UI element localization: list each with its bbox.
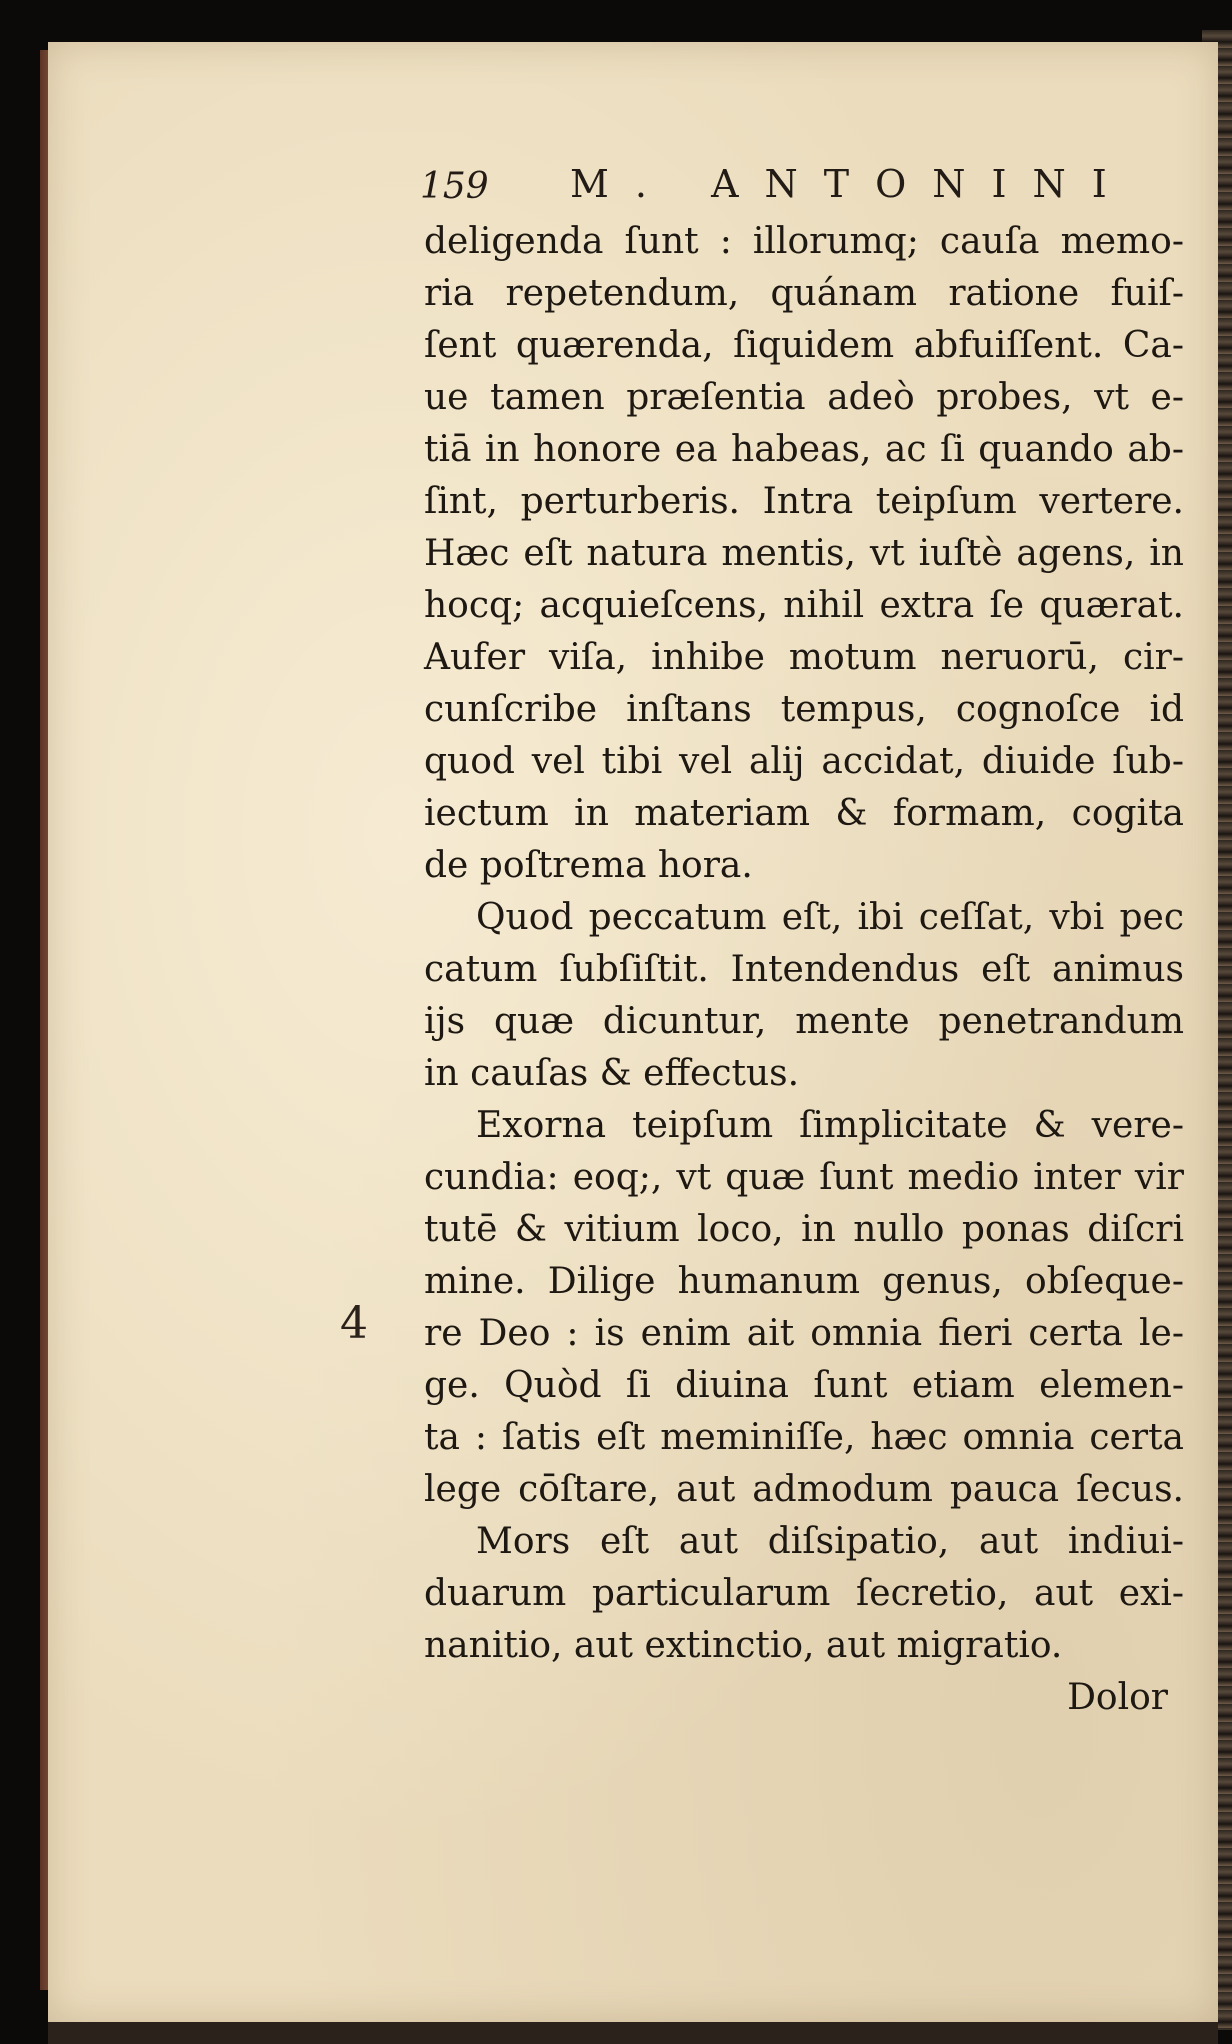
text-line: ijs quæ dicuntur, mente penetrandum [424,1001,1184,1042]
text-line: ge. Quòd ſi diuina ſunt etiam elemen- [424,1365,1184,1406]
text-line: lege cōſtare, aut admodum pauca ſecus. [424,1469,1184,1510]
text-line: Aufer viſa, inhibe motum neruorū, cir- [424,637,1184,678]
text-line: Hæc eſt natura mentis, vt iuſtè agens, in [424,533,1184,574]
catchword: Dolor [1067,1677,1168,1718]
text-line: iectum in materiam & formam, cogita [424,793,1184,834]
running-head: M. ANTONINI [570,162,1133,206]
text-line: re Deo : is enim ait omnia fieri certa le- [424,1313,1184,1354]
text-line: tutē & vitium loco, in nullo ponas diſcri [424,1209,1184,1250]
text-line: quod vel tibi vel alij accidat, diuide ſub- [424,741,1184,782]
page-header [420,162,1133,212]
text-line: ſint, perturberis. Intra teipſum vertere. [424,481,1184,522]
text-line: Quod peccatum eſt, ibi ceſſat, vbi pec [476,897,1184,938]
text-line: deligenda ſunt : illorumq; cauſa memo- [424,221,1184,262]
book-bottom-edge [48,2022,1218,2044]
text-line: mine. Dilige humanum genus, obſeque- [424,1261,1184,1302]
text-line: cunſcribe inſtans tempus, cognoſce id [424,689,1184,730]
text-line: tiā in honore ea habeas, ac ſi quando ab- [424,429,1184,470]
text-line: duarum particularum ſecretio, aut exi- [424,1573,1184,1614]
text-line: ria repetendum, quánam ratione fuiſ- [424,273,1184,314]
text-line: nanitio, aut extinctio, aut migratio. [424,1625,1063,1666]
text-line: de poſtrema hora. [424,845,753,886]
marginal-note: 4 [340,1298,368,1349]
text-line: Mors eſt aut diſsipatio, aut indiui- [476,1521,1184,1562]
page-number: 159 [420,166,489,207]
text-line: ta : ſatis eſt meminiſſe, hæc omnia certa [424,1417,1184,1458]
text-line: cundia: eoq;, vt quæ ſunt medio inter vir [424,1157,1184,1198]
text-line: hocq; acquieſcens, nihil extra ſe quærat. [424,585,1184,626]
text-line: in cauſas & effectus. [424,1053,800,1094]
text-line: catum ſubſiſtit. Intendendus eſt animus [424,949,1184,990]
text-line: Exorna teipſum ſimplicitate & vere- [476,1105,1184,1146]
text-block [424,216,1184,1724]
text-line: ſent quærenda, ſiquidem abfuiſſent. Ca- [424,325,1184,366]
text-line: ue tamen præſentia adeò probes, vt e- [424,377,1184,418]
